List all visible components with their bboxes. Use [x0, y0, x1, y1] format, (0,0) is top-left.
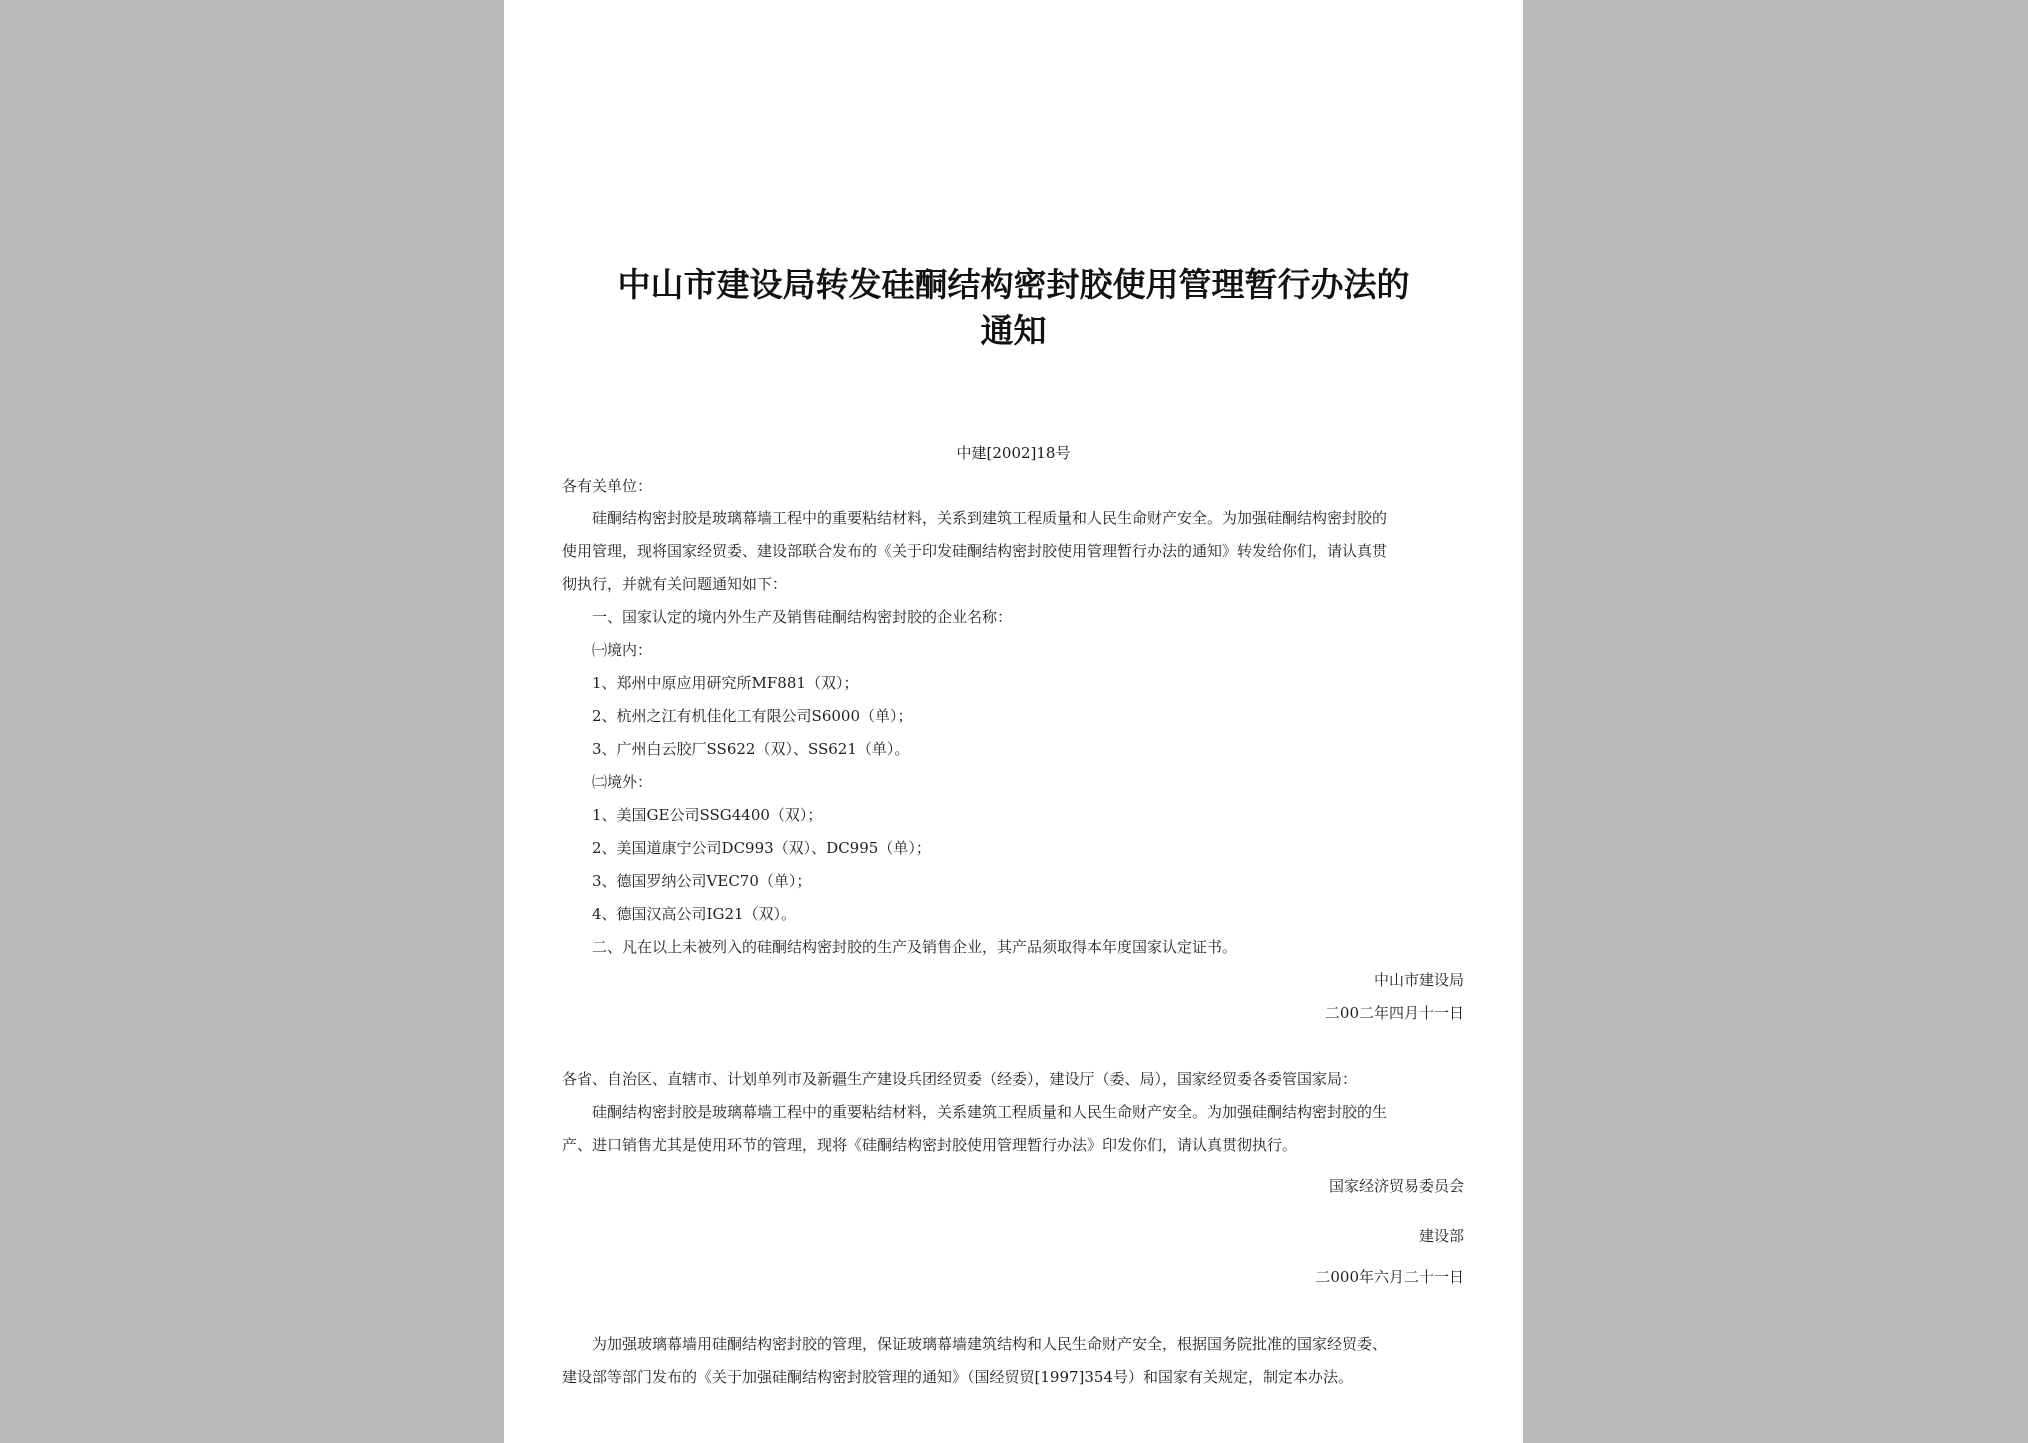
recipients: 各省、自治区、直辖市、计划单列市及新疆生产建设兵团经贸委（经委），建设厅（委、局），国家经贸委各委管国家局： [562, 1070, 1358, 1088]
subsection-heading: ㈠境内： [592, 641, 653, 659]
body-paragraph-line: 产、进口销售尤其是使用环节的管理，现将《硅酮结构密封胶使用管理暂行办法》印发你们，请认真贯彻执行。 [562, 1136, 1298, 1154]
body-paragraph-line: 建设部等部门发布的《关于加强硅酮结构密封胶管理的通知》（国经贸贸[1997]354号）和国家有关规定，制定本办法。 [562, 1368, 1354, 1386]
signer: 国家经济贸易委员会 [1328, 1177, 1464, 1195]
body-paragraph-line: 彻执行，并就有关问题通知如下： [562, 575, 788, 593]
body-paragraph-line: 使用管理，现将国家经贸委、建设部联合发布的《关于印发硅酮结构密封胶使用管理暂行办法的通知》转发给你们，请认真贯 [562, 542, 1388, 560]
body-paragraph-line: 硅酮结构密封胶是玻璃幕墙工程中的重要粘结材料，关系到建筑工程质量和人民生命财产安全。为加强硅酮结构密封胶的 [592, 509, 1388, 527]
section-heading: 二、凡在以上未被列入的硅酮结构密封胶的生产及销售企业，其产品须取得本年度国家认定证书。 [592, 938, 1238, 956]
list-item: 4、德国汉高公司IG21（双）。 [592, 905, 797, 923]
signature-date: 二00二年四月十一日 [1324, 1004, 1464, 1022]
title-line: 中山市建设局转发硅酮结构密封胶使用管理暂行办法的 [617, 265, 1410, 304]
body-paragraph-line: 为加强玻璃幕墙用硅酮结构密封胶的管理，保证玻璃幕墙建筑结构和人民生命财产安全，根据国务院批准的国家经贸委、 [592, 1335, 1388, 1353]
subsection-heading: ㈡境外： [592, 773, 653, 791]
signature-date: 二000年六月二十一日 [1315, 1268, 1464, 1286]
salutation: 各有关单位： [562, 477, 653, 495]
document-number: 中建[2002]18号 [956, 444, 1071, 462]
signer: 中山市建设局 [1373, 971, 1464, 989]
signer: 建设部 [1418, 1227, 1464, 1245]
list-item: 3、德国罗纳公司VEC70（单）； [592, 872, 812, 890]
list-item: 1、郑州中原应用研究所MF881（双）； [592, 674, 859, 692]
document-page [504, 0, 1523, 1443]
title-line: 通知 [980, 311, 1047, 350]
list-item: 1、美国GE公司SSG4400（双）； [592, 806, 823, 824]
page-title [544, 262, 1483, 354]
body-paragraph-line: 硅酮结构密封胶是玻璃幕墙工程中的重要粘结材料，关系建筑工程质量和人民生命财产安全。为加强硅酮结构密封胶的生 [592, 1103, 1388, 1121]
list-item: 2、美国道康宁公司DC993（双）、DC995（单）； [592, 839, 931, 857]
list-item: 2、杭州之江有机佳化工有限公司S6000（单）； [592, 707, 913, 725]
list-item: 3、广州白云胶厂SS622（双）、SS621（单）。 [592, 740, 910, 758]
section-heading: 一、国家认定的境内外生产及销售硅酮结构密封胶的企业名称： [592, 608, 1013, 626]
